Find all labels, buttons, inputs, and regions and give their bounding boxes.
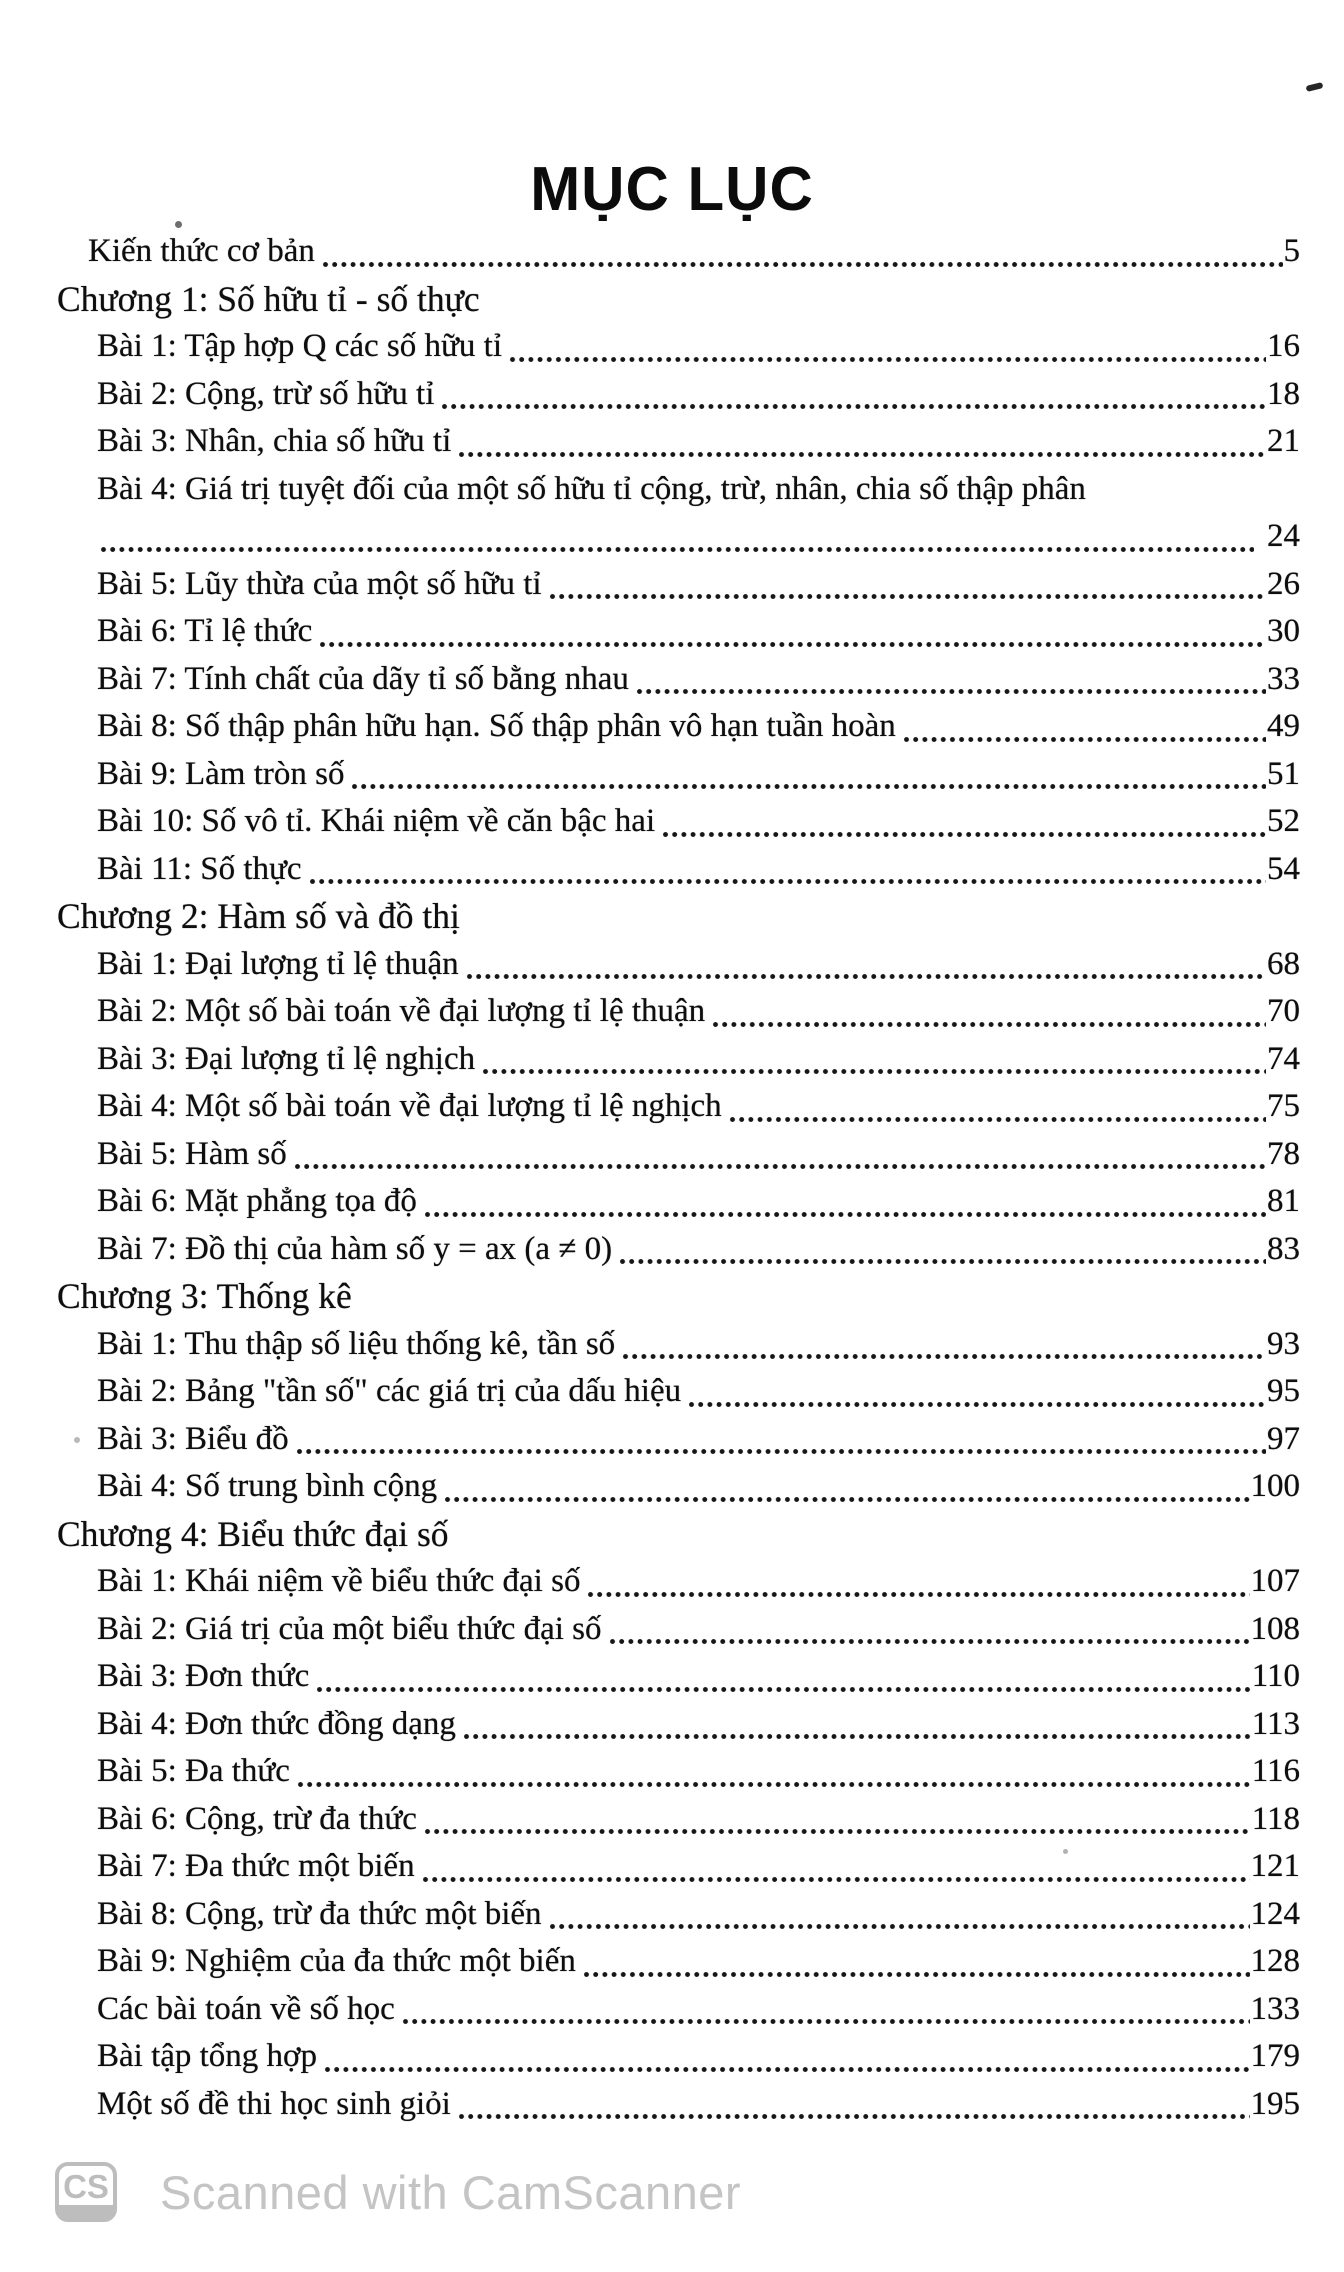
toc-entry-page: 179 <box>1250 2038 1300 2074</box>
toc-entry-label: Bài 1: Khái niệm về biểu thức đại số <box>97 1563 581 1599</box>
toc-entry-page: 121 <box>1250 1848 1300 1884</box>
dot-leader <box>463 1733 1251 1740</box>
toc-entry-page: 113 <box>1251 1705 1300 1742</box>
toc-entry-row <box>0 1653 1300 1701</box>
toc-entry-row <box>0 846 1300 894</box>
toc-entry-row <box>0 608 1300 656</box>
toc-entry-label: Các bài toán về số học <box>97 1990 395 2027</box>
toc-chapter-row <box>0 1273 1300 1321</box>
toc-entry-page: 118 <box>1251 1800 1300 1837</box>
toc-entry-label: Bài 9: Nghiệm của đa thức một biến <box>97 1943 576 1979</box>
scan-noise-speck <box>175 221 182 228</box>
toc-entry-row <box>0 2081 1300 2129</box>
toc-entry-row <box>0 561 1300 609</box>
toc-entry-label: Bài 7: Đa thức một biến <box>97 1848 415 1884</box>
toc-entry-label: Bài 2: Cộng, trừ số hữu tỉ <box>97 375 435 412</box>
toc-entry-page: 83 <box>1267 1230 1300 1267</box>
toc-entry-label: Bài 2: Một số bài toán về đại lượng tỉ lệ thuận <box>97 993 706 1029</box>
camscanner-watermark <box>55 2162 741 2222</box>
dot-leader <box>619 1258 1266 1265</box>
toc-entry-label: Chương 4: Biểu thức đại số <box>57 1513 449 1554</box>
toc-entry-label: Kiến thức cơ bản <box>88 233 315 269</box>
dot-leader <box>402 2018 1250 2025</box>
toc-entry-row <box>0 1321 1300 1369</box>
toc-entry-label: Bài 4: Một số bài toán về đại lượng tỉ lệ nghịch <box>97 1088 722 1124</box>
toc-entry-page: 133 <box>1250 1990 1300 2027</box>
toc-entry-label: Bài 1: Thu thập số liệu thống kê, tần số <box>97 1325 616 1362</box>
dot-leader <box>422 1876 1250 1883</box>
toc-entry-label: Bài 6: Tỉ lệ thức <box>97 613 313 649</box>
toc-entry-label: Bài 6: Cộng, trừ đa thức <box>97 1800 417 1837</box>
toc-entry-label: Bài 1: Tập hợp Q các số hữu tỉ <box>97 328 502 364</box>
dot-leader <box>424 1828 1251 1835</box>
toc-entry-row <box>0 1986 1300 2034</box>
dot-leader <box>319 641 1266 648</box>
toc-entry-page: 68 <box>1267 945 1300 982</box>
toc-entry-page: 18 <box>1267 375 1300 412</box>
toc-entry-label: Bài 10: Số vô tỉ. Khái niệm về căn bậc hai <box>97 803 656 839</box>
toc-entry-row <box>0 1368 1300 1416</box>
dot-leader <box>324 2066 1249 2073</box>
toc-entry-label: Bài 7: Tính chất của dãy tỉ số bằng nhau <box>97 660 629 697</box>
dot-leader <box>296 1448 1266 1455</box>
toc-entry-row <box>0 466 1300 514</box>
dot-leader <box>482 1068 1266 1075</box>
toc-entry-row <box>0 371 1300 419</box>
dot-leader <box>294 1163 1266 1170</box>
toc-entry-row <box>0 703 1300 751</box>
toc-entry-row <box>0 1083 1300 1131</box>
toc-entry-label: Bài 5: Lũy thừa của một số hữu tỉ <box>97 565 542 602</box>
toc-entry-page: 78 <box>1267 1135 1300 1172</box>
toc-chapter-row <box>0 893 1300 941</box>
toc-entry-label: Bài 8: Số thập phân hữu hạn. Số thập phân vô hạn tuần hoàn <box>97 708 896 744</box>
toc-entry-row <box>0 1938 1300 1986</box>
dot-leader <box>466 973 1266 980</box>
dot-leader <box>351 783 1266 790</box>
dot-leader <box>712 1021 1266 1028</box>
toc-entry-page: 116 <box>1251 1753 1300 1789</box>
toc-entry-page: 70 <box>1267 993 1300 1029</box>
toc-entry-row <box>0 1416 1300 1464</box>
dot-leader <box>549 1923 1250 1930</box>
toc-entry-label: Bài 1: Đại lượng tỉ lệ thuận <box>97 945 459 982</box>
scan-noise-speck <box>1063 1849 1068 1854</box>
toc-chapter-row <box>0 276 1300 324</box>
toc-entry-row <box>0 656 1300 704</box>
toc-list <box>0 228 1344 2128</box>
dot-leader <box>444 1496 1249 1503</box>
toc-entry-label: Bài 5: Đa thức <box>97 1753 290 1789</box>
toc-entry-row <box>0 1843 1300 1891</box>
dot-leader <box>688 1401 1266 1408</box>
toc-entry-row <box>0 2033 1300 2081</box>
toc-entry-label: Bài 3: Biểu đồ <box>97 1420 289 1457</box>
dot-leader <box>458 451 1266 458</box>
toc-entry-label: Bài 2: Bảng "tần số" các giá trị của dấu hiệu <box>97 1373 682 1409</box>
toc-entry-page: 51 <box>1267 755 1300 792</box>
page-title: MỤC LỤC <box>530 153 814 224</box>
toc-entry-row <box>0 1131 1300 1179</box>
toc-entry-page: 97 <box>1267 1420 1300 1457</box>
dot-leader <box>729 1116 1266 1123</box>
toc-entry-page: 81 <box>1267 1183 1300 1219</box>
toc-entry-row <box>0 988 1300 1036</box>
toc-entry-page: 195 <box>1250 2085 1300 2122</box>
dot-leader <box>424 1211 1266 1218</box>
toc-entry-page: 24 <box>1267 518 1300 554</box>
toc-entry-page: 108 <box>1250 1610 1300 1647</box>
toc-entry-row <box>0 1701 1300 1749</box>
toc-entry-row <box>0 1558 1300 1606</box>
toc-entry-page: 52 <box>1267 803 1300 839</box>
toc-entry-label: Bài 4: Giá trị tuyệt đối của một số hữu tỉ cộng, trừ, nhân, chia số thập phân <box>97 470 1086 507</box>
dot-leader <box>322 261 1283 268</box>
dot-leader <box>903 736 1266 743</box>
toc-entry-label: Bài 3: Nhân, chia số hữu tỉ <box>97 423 452 459</box>
toc-entry-label: Một số đề thi học sinh giỏi <box>97 2085 451 2122</box>
toc-entry-page: 95 <box>1267 1373 1300 1409</box>
camscanner-watermark-text: Scanned with CamScanner <box>160 2165 742 2219</box>
toc-entry-row <box>0 798 1300 846</box>
toc-entry-label: Chương 3: Thống kê <box>57 1276 352 1316</box>
toc-entry-label: Bài 3: Đơn thức <box>97 1658 310 1694</box>
scan-noise-speck <box>74 1437 80 1443</box>
dot-leader <box>316 1686 1250 1693</box>
toc-entry-label: Chương 2: Hàm số và đồ thị <box>57 896 460 936</box>
toc-entry-page: 33 <box>1267 660 1300 697</box>
scan-noise-mark <box>1306 82 1324 92</box>
toc-entry-page: 107 <box>1250 1563 1300 1599</box>
toc-entry-label: Bài 5: Hàm số <box>97 1135 287 1172</box>
toc-entry-row <box>0 1891 1300 1939</box>
dot-leader <box>636 688 1266 695</box>
dot-leader <box>622 1353 1266 1360</box>
toc-entry-page: 26 <box>1267 565 1300 602</box>
toc-entry-row <box>0 1226 1300 1274</box>
toc-entry-label: Bài 2: Giá trị của một biểu thức đại số <box>97 1610 602 1647</box>
toc-entry-label: Chương 1: Số hữu tỉ - số thực <box>57 278 480 319</box>
toc-entry-page: 74 <box>1267 1040 1300 1077</box>
dot-leader <box>662 831 1266 838</box>
dot-leader <box>587 1591 1249 1598</box>
toc-entry-label: Bài tập tổng hợp <box>97 2038 318 2074</box>
camscanner-logo-icon <box>55 2162 117 2222</box>
toc-entry-page: 124 <box>1250 1895 1300 1932</box>
toc-entry-page: 16 <box>1267 328 1300 364</box>
dot-leader <box>609 1638 1250 1645</box>
camscanner-logo-letters: CS <box>63 2168 109 2205</box>
toc-entry-row <box>0 1796 1300 1844</box>
toc-entry-page: 21 <box>1267 423 1300 459</box>
dot-leader <box>309 878 1266 885</box>
dot-leader <box>441 403 1266 410</box>
dot-leader <box>297 1781 1251 1788</box>
toc-entry-row <box>0 418 1300 466</box>
toc-entry-label: Bài 7: Đồ thị của hàm số y = ax (a ≠ 0) <box>97 1230 613 1267</box>
dot-leader <box>100 546 1254 553</box>
dot-leader <box>458 2113 1250 2120</box>
toc-entry-row <box>0 1606 1300 1654</box>
toc-entry-page: 110 <box>1251 1658 1300 1694</box>
camscanner-logo-band <box>59 2205 113 2218</box>
toc-entry-page: 54 <box>1267 850 1300 887</box>
toc-entry-label: Bài 3: Đại lượng tỉ lệ nghịch <box>97 1040 476 1077</box>
toc-chapter-row <box>0 1511 1300 1559</box>
toc-entry-label: Bài 11: Số thực <box>97 850 302 887</box>
toc-entry-page: 5 <box>1283 233 1300 269</box>
toc-entry-page: 128 <box>1250 1943 1300 1979</box>
toc-entry-page: 30 <box>1267 613 1300 649</box>
toc-entry-label: Bài 9: Làm tròn số <box>97 755 345 792</box>
toc-entry-label: Bài 8: Cộng, trừ đa thức một biến <box>97 1895 542 1932</box>
toc-entry-label: Bài 6: Mặt phẳng tọa độ <box>97 1183 417 1219</box>
toc-entry-page: 75 <box>1267 1088 1300 1124</box>
toc-entry-page: 93 <box>1267 1325 1300 1362</box>
toc-entry-row <box>0 323 1300 371</box>
toc-entry-page: 100 <box>1250 1468 1300 1504</box>
toc-entry-page: 49 <box>1267 708 1300 744</box>
toc-entry-row <box>0 1463 1300 1511</box>
toc-entry-label: Bài 4: Số trung bình cộng <box>97 1468 438 1504</box>
toc-entry-row <box>0 1178 1300 1226</box>
toc-entry-row <box>0 513 1300 561</box>
toc-entry-row <box>0 1036 1300 1084</box>
toc-entry-row <box>0 941 1300 989</box>
toc-entry-row <box>0 1748 1300 1796</box>
toc-entry-label: Bài 4: Đơn thức đồng dạng <box>97 1705 456 1742</box>
dot-leader <box>509 356 1266 363</box>
dot-leader <box>549 593 1266 600</box>
dot-leader <box>583 1971 1250 1978</box>
toc-entry-row <box>0 751 1300 799</box>
toc-entry-row <box>0 228 1300 276</box>
